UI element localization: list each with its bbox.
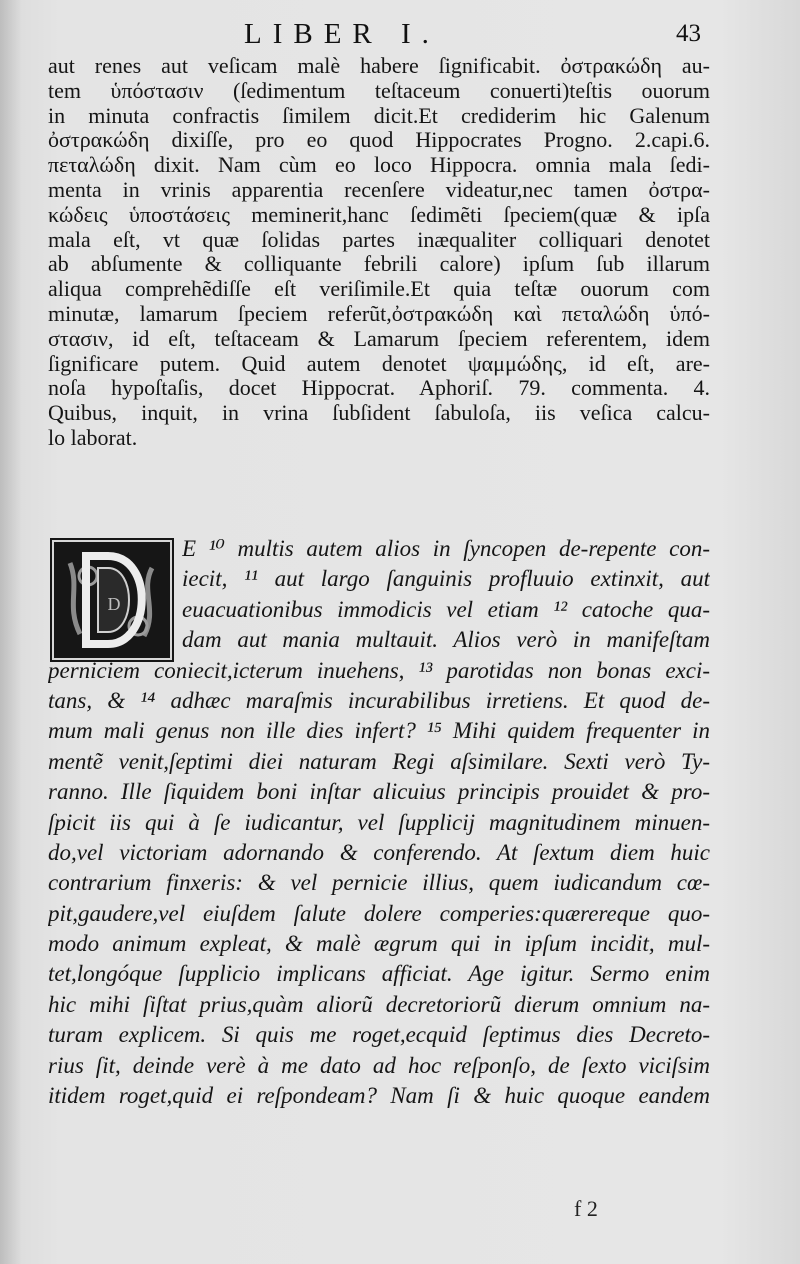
text-line: ab abſumente & colliquante febrili calore) ipſum ſub illarum [48, 252, 710, 277]
running-title: LIBER I. [244, 18, 440, 50]
text-line: hic mihi ſiſtat prius,quàm aliorũ decretoriorũ dierum omnium na- [48, 991, 710, 1017]
text-line: itidem roget,quid ei reſpondeam? Nam ſi & huic quoque eandem [48, 1083, 710, 1109]
text-line: dam aut mania multauit. Alios verò in manifeſtam [182, 627, 710, 653]
text-line: do,vel victoriam adornando & conferendo. At ſextum diem huic [48, 839, 710, 865]
text-line: turam explicem. Si quis me roget,ecquid ſeptimus dies Decreto- [48, 1022, 710, 1048]
text-line: E ¹⁰ multis autem alios in ſyncopen de-repente con- [182, 536, 710, 561]
text-line: menta in vrinis apparentia recenſere videatur,nec tamen ὀστρα- [48, 177, 710, 202]
svg-text:D: D [107, 594, 121, 614]
text-line: mentẽ venit,ſeptimi diei naturam Regi aſsimilare. Sexti verò Ty- [48, 748, 710, 774]
text-line: aliqua comprehẽdiſſe eſt veriſimile.Et quia teſtæ ouorum com [48, 277, 710, 302]
text-line: perniciem coniecit,icterum inuehens, ¹³ parotidas non bonas exci- [48, 657, 710, 683]
text-line: κώδεις ὑποστάσεις meminerit,hanc ſedimẽti ſpeciem(quæ & ipſa [48, 202, 710, 227]
text-line: ſpicit iis qui à ſe iudicantur, vel ſupplicij magnitudinem minuen- [48, 809, 710, 835]
page-number: 43 [676, 20, 701, 47]
text-line: tem ὑπόστασιν (ſedimentum teſtaceum conuerti)teſtis ouorum [48, 78, 710, 103]
text-line: minutæ, lamarum ſpeciem referũt,ὀστρακώδη καὶ πεταλώδη ὑπό- [48, 301, 710, 326]
signature-mark: f 2 [574, 1196, 598, 1221]
text-line: iecit, ¹¹ aut largo ſanguinis profluuio extinxit, aut [182, 566, 710, 592]
lower-paragraph [48, 534, 710, 1111]
text-line: mala eſt, vt quæ ſolidas partes inæqualiter colliquari denotet [48, 227, 710, 252]
page-header [0, 14, 800, 54]
text-line: mum mali genus non ille dies infert? ¹⁵ Mihi quidem frequenter in [48, 718, 710, 744]
text-line: euacuationibus immodicis vel etiam ¹² catoche qua- [182, 596, 710, 622]
text-line: πεταλώδη dixit. Nam cùm eo loco Hippocra. omnia mala ſedi- [48, 153, 710, 178]
text-line: tet,longóque ſupplicio implicans afficiat. Age igitur. Sermo enim [48, 961, 710, 987]
upper-paragraph [48, 54, 710, 451]
text-line: pit,gaudere,vel eiuſdem ſalute dolere comperies:quærereque quo- [48, 900, 710, 926]
text-line: noſa hypoſtaſis, docet Hippocrat. Aphoriſ. 79. commenta. 4. [48, 376, 710, 401]
text-line: ranno. Ille ſiquidem boni inſtar alicuius principis prouidet & pro- [48, 779, 710, 805]
text-line: contrarium finxeris: & vel pernicie illius, quem iudicandum cœ- [48, 870, 710, 896]
text-line: rius ſit, deinde verè à me dato ad hoc reſponſo, de ſexto viciſsim [48, 1052, 710, 1078]
text-line: tans, & ¹⁴ adhæc maraſmis incurabilibus irretiens. Et quod de- [48, 687, 710, 713]
text-line: ſignificare putem. Quid autem denotet ψαμμώδης, id eſt, are- [48, 351, 710, 376]
text-line: στασιν, id eſt, teſtaceam & Lamarum ſpeciem referentem, idem [48, 326, 710, 351]
text-line: in minuta confractis ſimilem dicit.Et crediderim hic Galenum [48, 103, 710, 128]
text-line: lo laborat. [48, 425, 138, 450]
text-line: aut renes aut veſicam malè habere ſignificabit. ὀστρακώδη au- [48, 54, 710, 78]
text-line: Quibus, inquit, in vrina ſubſident ſabuloſa, iis veſica calcu- [48, 401, 710, 426]
text-line: modo animum expleat, & malè ægrum qui in ipſum incidit, mul- [48, 931, 710, 957]
text-line: ὀστρακώδη dixiſſe, pro eo quod Hippocrates Progno. 2.capi.6. [48, 128, 710, 153]
